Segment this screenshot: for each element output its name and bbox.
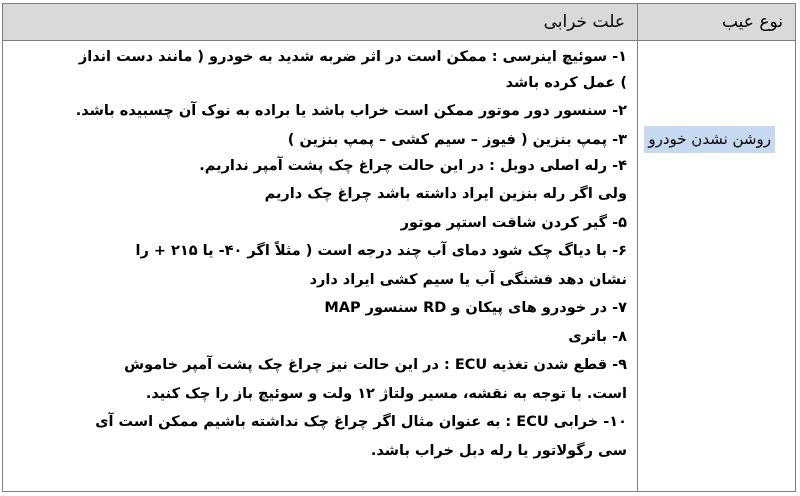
- cause-line: ۵- گیر کردن شافت استپر موتور: [400, 215, 627, 231]
- cause-line: ۴- رله اصلی دوبل : در این حالت چراغ چک پشت آمپر نداریم.: [199, 158, 627, 174]
- cause-line: ۱- سوئیچ اینرسی : ممکن است در اثر ضربه شدید به خودرو ( مانند دست انداز: [78, 49, 627, 65]
- cause-line: ۳- پمپ بنزین ( فیوز – سیم کشی – پمپ بنزین ): [287, 132, 627, 148]
- cause-line: ۲- سنسور دور موتور ممکن است خراب باشد یا براده به نوک آن چسبیده باشد.: [75, 103, 627, 119]
- fault-table: [2, 3, 796, 492]
- cause-line: است. با توجه به نقشه، مسیر ولتاژ ۱۲ ولت و سوئیچ باز را چک کنید.: [145, 386, 627, 402]
- table-header-row: [3, 4, 796, 41]
- cause-line: نشان دهد فشنگی آب یا سیم کشی ایراد دارد: [309, 272, 627, 288]
- defect-type-label: روشن نشدن خودرو: [644, 126, 775, 153]
- cause-line: ) عمل کرده باشد: [505, 75, 627, 91]
- header-fault-cause: علت خرابی: [3, 4, 638, 41]
- table-row: [3, 41, 796, 492]
- cause-line: ۶- با دیاگ چک شود دمای آب چند درجه است ( مثلاً اگر ۴۰- یا ۲۱۵ + را: [135, 243, 627, 259]
- cause-line: ۹- قطع شدن تغذیه ECU : در این حالت نیز چراغ چک پشت آمپر خاموش: [124, 357, 627, 373]
- cause-line: ۸- باتری: [568, 329, 627, 345]
- header-defect-type: نوع عیب: [638, 4, 796, 41]
- defect-cell: [638, 41, 796, 492]
- cause-line: ۱۰- خرابی ECU : به عنوان مثال اگر چراغ چک نداشته باشیم ممکن است آی: [95, 414, 627, 430]
- cause-line: سی رگولاتور یا رله دبل خراب باشد.: [370, 443, 627, 459]
- cause-cell: [3, 41, 638, 492]
- cause-line: ولی اگر رله بنزین ایراد داشته باشد چراغ چک داریم: [264, 186, 627, 202]
- cause-line: ۷- در خودرو های پیکان و RD سنسور MAP: [324, 300, 627, 316]
